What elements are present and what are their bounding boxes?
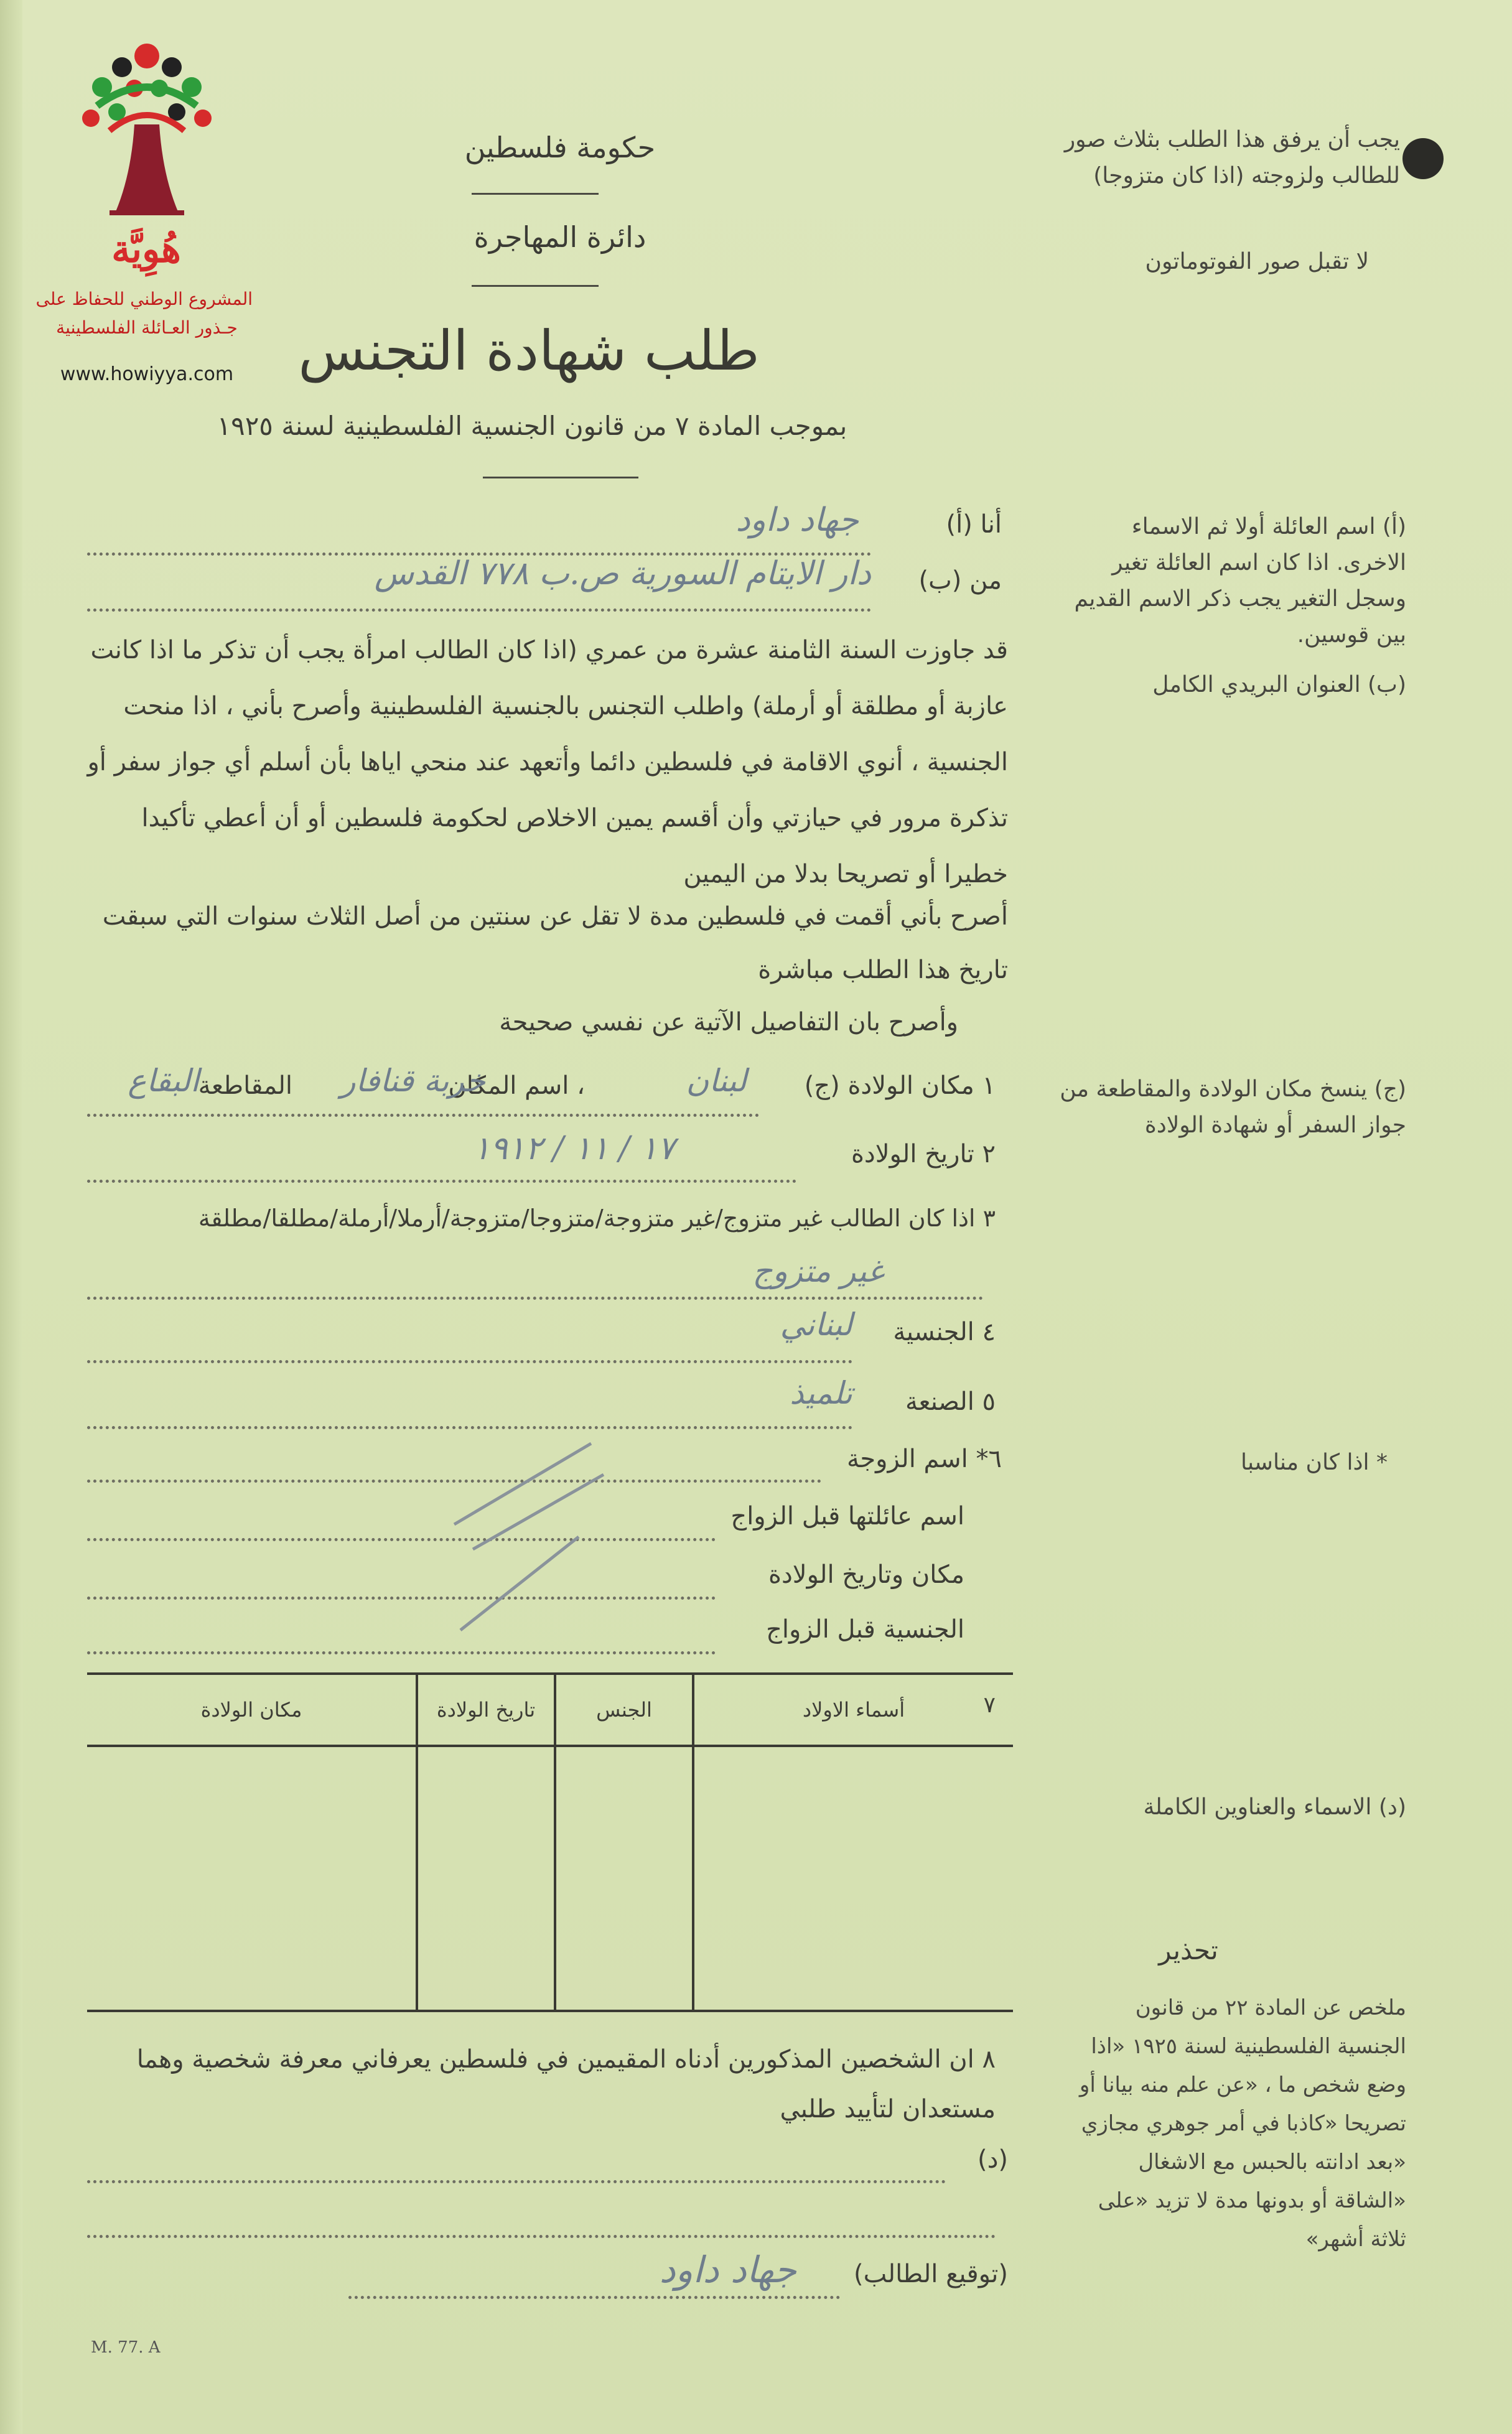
birthdate-value: ١٧ / ١١ / ١٩١٢ bbox=[473, 1130, 675, 1167]
signature-line bbox=[348, 2296, 840, 2299]
tree-crown-icon bbox=[82, 44, 212, 131]
department-name: دائرة المهاجرة bbox=[474, 220, 646, 254]
declaration-text: قد جاوزت السنة الثامنة عشرة من عمري (اذا كان الطالب امرأة يجب أن تذكر ما اذا كانت عازبة أو مطلقة أو أرملة) واطلب التجنس بالجنسية الفلسطينية وأصرح بأني ، اذا منحت الجنسية ، أنوي الاقامة في فلسطين دائما وأتعهد عند منحي اياها بأن أسلم أي جواز سفر أو تذكرة مرور في حيازتي وأن أقسم يمين الاخلاص لحكومة فلسطين أو أن أعطي تأكيدا خطيرا أو تصريحا بدلا من اليمين bbox=[87, 636, 1008, 888]
logo-line-1: المشروع الوطني للحفاظ على bbox=[35, 289, 253, 309]
birthplace-label: ١ مكان الولادة (ج) bbox=[804, 1071, 996, 1100]
children-empty-row bbox=[87, 1746, 1013, 2011]
form-title: طلب شهادة التجنس bbox=[298, 319, 760, 383]
wife-nationality-label: الجنسية قبل الزواج bbox=[766, 1615, 964, 1644]
sidebar-warning-body: ملخص عن المادة ٢٢ من قانون الجنسية الفلسطينية لسنة ١٩٢٥ «اذا وضع شخص ما ، «عن علم منه بيانا أو تصريحا «كاذبا في أمر جوهري مجازي «بعد ادانته بالحبس مع الاشغال «الشاقة أو بدونها مدة لا تزيد «على ثلاثة أشهر» bbox=[1079, 1995, 1406, 2252]
details-intro: وأصرح بان التفاصيل الآتية عن نفسي صحيحة bbox=[499, 1008, 958, 1037]
sidebar-warning-title: تحذير bbox=[1159, 1935, 1218, 1965]
government-name: حكومة فلسطين bbox=[464, 131, 656, 164]
sidebar-no-photomaton: لا تقبل صور الفوتوماتون bbox=[1145, 249, 1369, 274]
sidebar-note-a: (أ) اسم العائلة أولا ثم الاسماء الاخرى. اذا كان اسم العائلة تغير وسجل التغير يجب ذكر الاسم القديم بين قوسين. bbox=[1074, 514, 1406, 648]
children-cell-names bbox=[693, 1746, 1013, 2011]
strike-marks bbox=[436, 1431, 622, 1636]
birthdate-line bbox=[87, 1180, 796, 1183]
children-col-sex: الجنس bbox=[555, 1674, 693, 1746]
wife-family-label: اسم عائلتها قبل الزواج bbox=[730, 1502, 964, 1531]
children-header-row bbox=[87, 1674, 1013, 1746]
birthdate-label: ٢ تاريخ الولادة bbox=[851, 1140, 996, 1168]
marital-value: غير متزوج bbox=[752, 1253, 884, 1289]
wife-birth-label: مكان وتاريخ الولادة bbox=[768, 1560, 964, 1589]
wife-label: ٦* اسم الزوجة bbox=[846, 1445, 1002, 1473]
sidebar-note-b: (ب) العنوان البريدي الكامل bbox=[1152, 672, 1406, 697]
logo-brand: هُوِيَّة bbox=[111, 228, 181, 271]
sidebar-note-d: (د) الاسماء والعناوين الكاملة bbox=[1143, 1794, 1406, 1820]
children-cell-birthdate bbox=[417, 1746, 555, 2011]
district-value: البقاع bbox=[128, 1063, 199, 1099]
form-code: M. 77. A bbox=[91, 2338, 161, 2357]
wife-nationality-line bbox=[87, 1651, 716, 1654]
occupation-label: ٥ الصنعة bbox=[905, 1387, 996, 1416]
logo-line-2: جـذور العـائلة الفلسطينية bbox=[56, 317, 238, 338]
nationality-value: لبناني bbox=[780, 1307, 852, 1343]
occupation-value: تلميذ bbox=[790, 1375, 852, 1411]
scan-edge bbox=[0, 0, 22, 2434]
from-label: من (ب) bbox=[918, 566, 1002, 595]
marital-label: ٣ اذا كان الطالب غير متزوج/غير متزوجة/متزوجا/متزوجة/أرملا/أرملة/مطلقا/مطلقة bbox=[198, 1205, 996, 1232]
guarantor-line-2 bbox=[87, 2235, 996, 2238]
from-value: دار الايتام السورية ص.ب ٧٧٨ القدس bbox=[374, 555, 871, 592]
place-name-value: خربة قنافار bbox=[340, 1063, 485, 1099]
i-am-label: أنا (أ) bbox=[946, 510, 1002, 539]
district-label: المقاطعة bbox=[198, 1071, 292, 1100]
nationality-line bbox=[87, 1360, 852, 1363]
birthplace-country: لبنان bbox=[686, 1063, 747, 1099]
children-cell-sex bbox=[555, 1746, 693, 2011]
guarantor-d-label: (د) bbox=[977, 2145, 1008, 2174]
residence-text: أصرح بأني أقمت في فلسطين مدة لا تقل عن سنتين من أصل الثلاث سنوات التي سبقت تاريخ هذا الطلب مباشرة bbox=[102, 902, 1008, 984]
header-rule-2 bbox=[472, 285, 599, 287]
guarantor-line-1 bbox=[87, 2180, 946, 2183]
guarantors-text: ٨ ان الشخصين المذكورين أدناه المقيمين في فلسطين يعرفاني معرفة شخصية وهما مستعدان لتأييد طلبي bbox=[136, 2045, 996, 2124]
sidebar-note-star: * اذا كان مناسبا bbox=[1240, 1450, 1388, 1475]
nationality-label: ٤ الجنسية bbox=[893, 1318, 996, 1346]
children-cell-birthplace bbox=[87, 1746, 417, 2011]
marital-line bbox=[87, 1297, 983, 1300]
sidebar-note-c: (ج) ينسخ مكان الولادة والمقاطعة من جواز السفر أو شهادة الولادة bbox=[1060, 1076, 1406, 1138]
place-name-label: ، اسم المكان bbox=[448, 1071, 585, 1100]
signature-label: (توقيع الطالب) bbox=[854, 2260, 1008, 2288]
from-line bbox=[87, 608, 871, 612]
header-rule-1 bbox=[472, 193, 599, 195]
sidebar-photos-note: يجب أن يرفق هذا الطلب بثلاث صور للطالب ولزوجته (اذا كان متزوجا) bbox=[1064, 127, 1400, 189]
children-number: ٧ bbox=[983, 1692, 996, 1718]
children-table bbox=[87, 1672, 1013, 2012]
occupation-line bbox=[87, 1426, 852, 1429]
children-col-birthplace: مكان الولادة bbox=[87, 1674, 417, 1746]
i-am-value: جهاد داود bbox=[735, 501, 859, 539]
children-col-names: أسماء الاولاد bbox=[693, 1674, 1013, 1746]
logo-url: www.howiyya.com bbox=[60, 363, 234, 385]
children-col-birthdate: تاريخ الولادة bbox=[417, 1674, 555, 1746]
family-tree-logo bbox=[72, 31, 222, 224]
birthplace-line bbox=[87, 1114, 759, 1117]
form-subtitle: بموجب المادة ٧ من قانون الجنسية الفلسطينية لسنة ١٩٢٥ bbox=[217, 411, 847, 441]
punch-hole bbox=[1402, 138, 1444, 179]
header-rule-3 bbox=[483, 477, 638, 478]
tree-trunk-icon bbox=[110, 124, 184, 213]
applicant-signature: جهاد داود bbox=[659, 2249, 796, 2291]
